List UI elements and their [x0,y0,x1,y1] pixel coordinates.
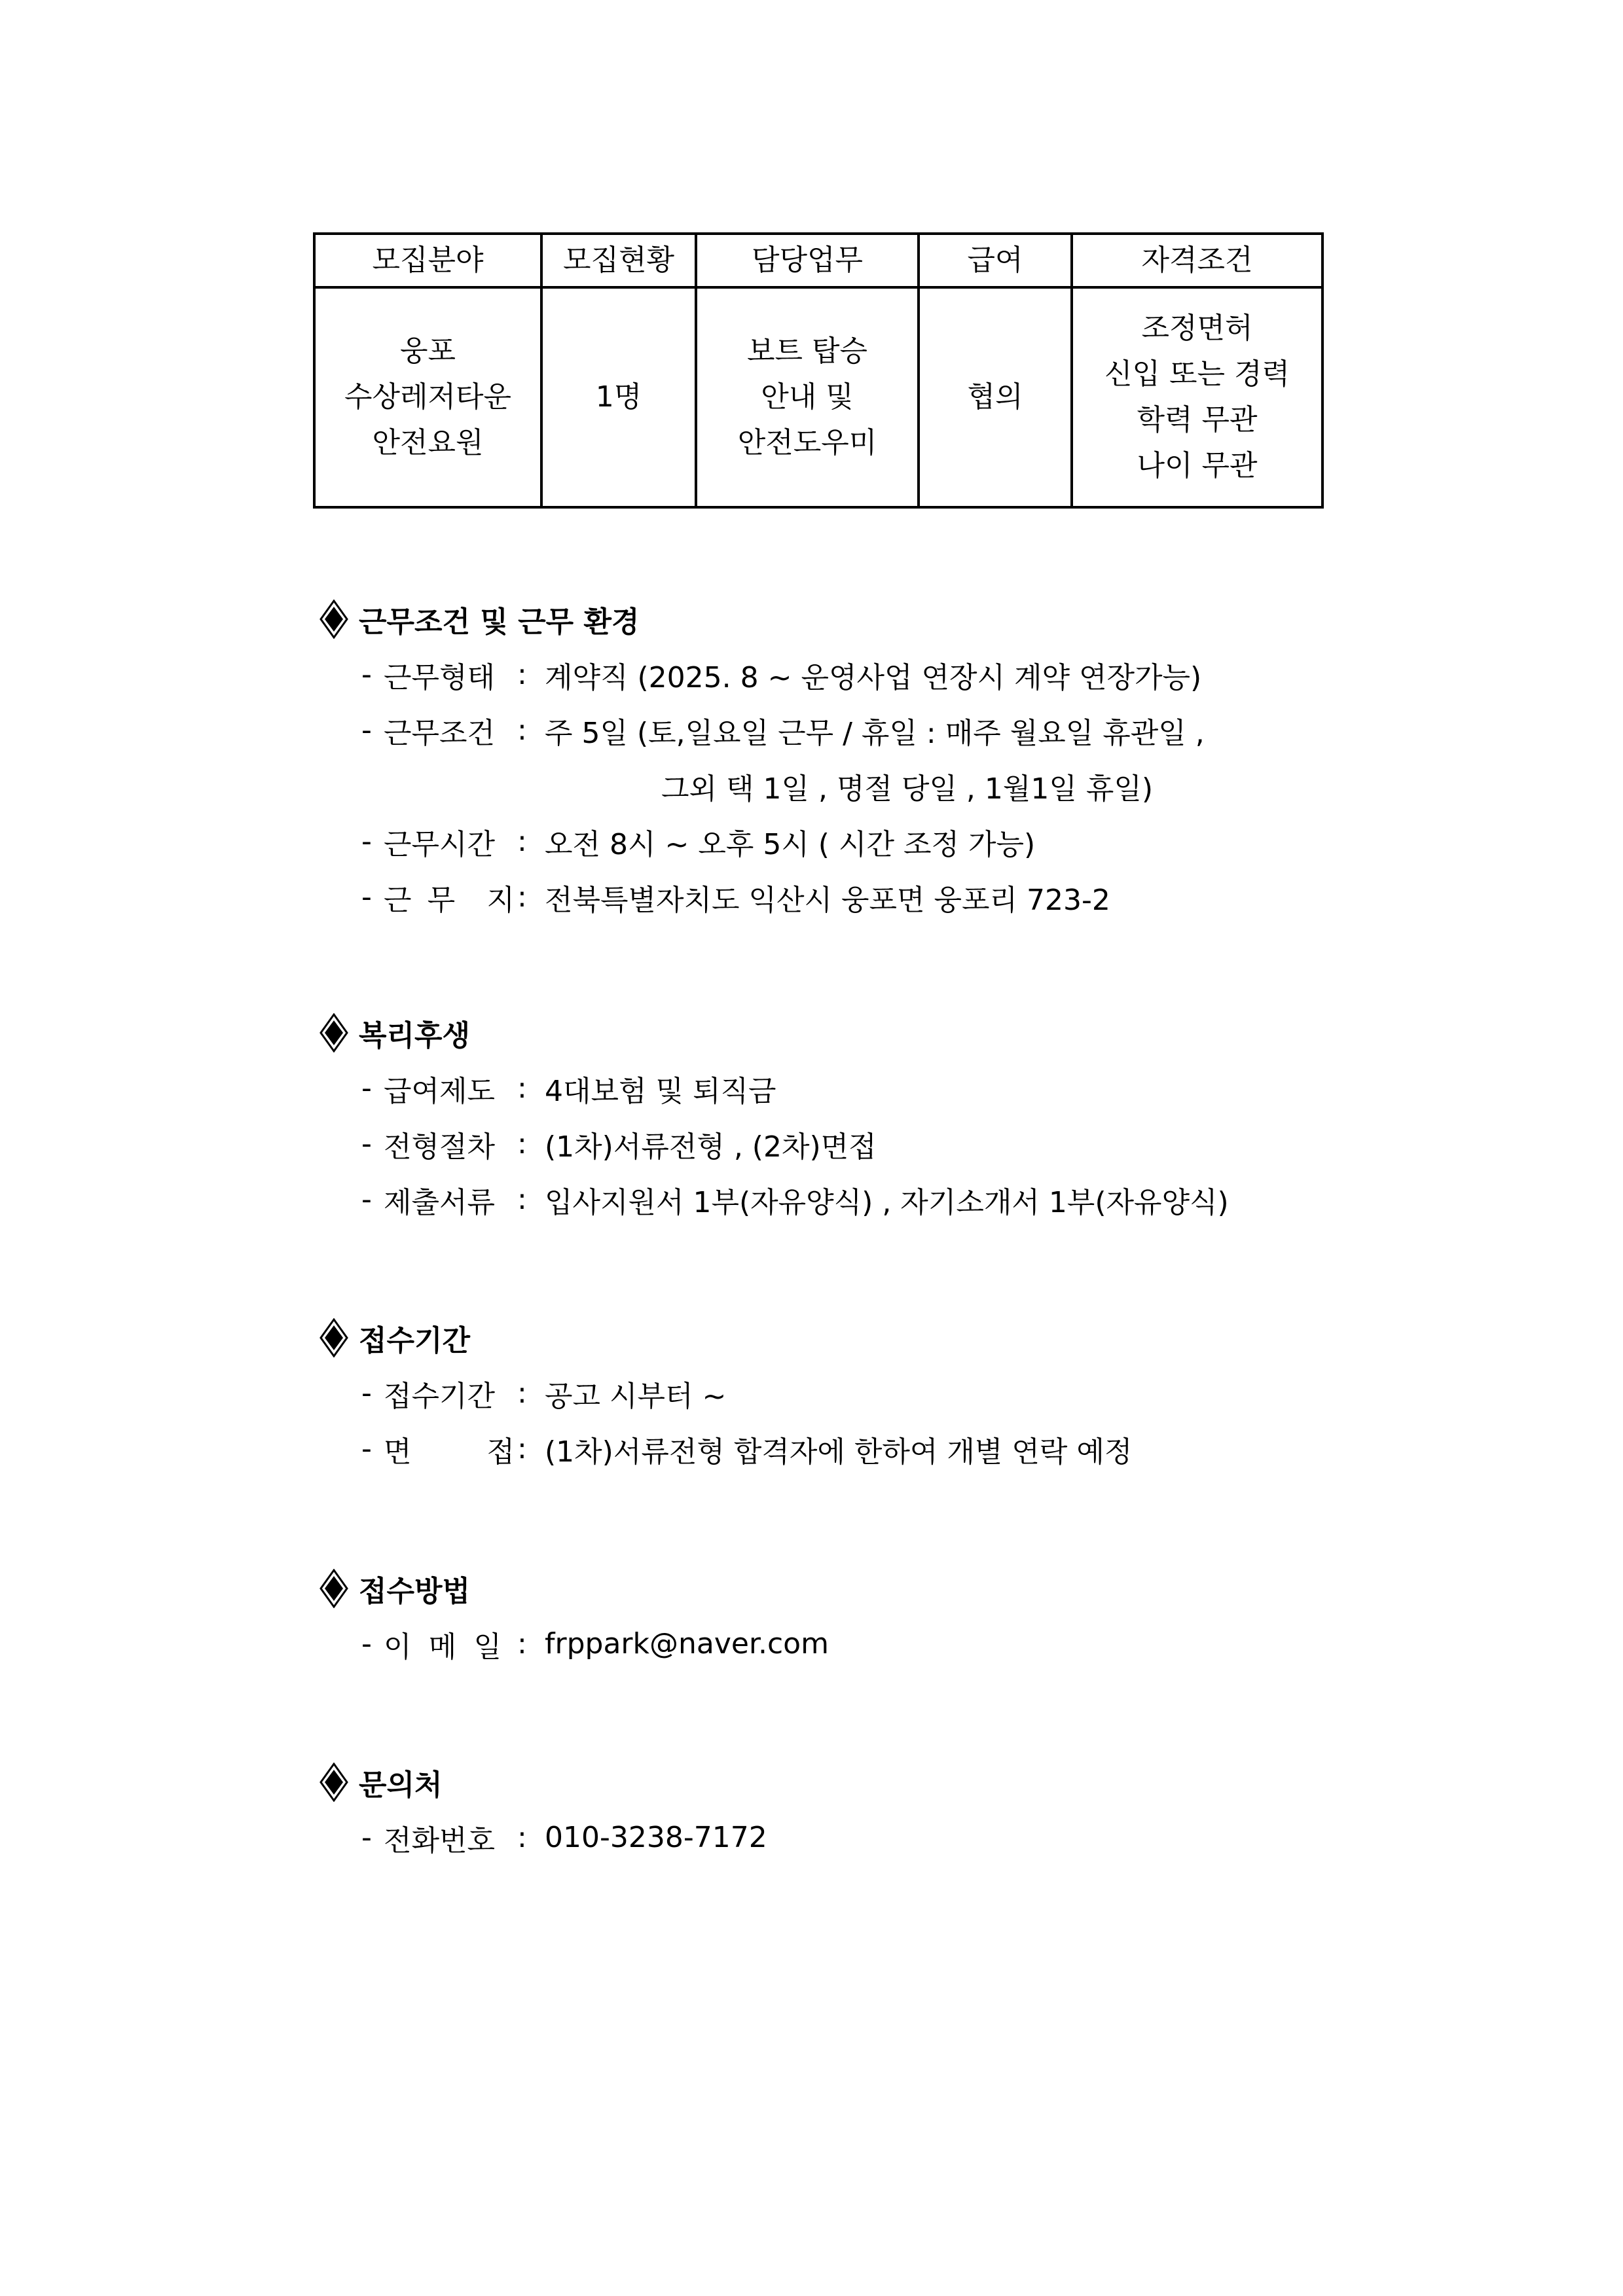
bullet-dash: - [361,880,372,914]
bullet-dash: - [361,1071,372,1105]
label-char: 근 [384,883,412,917]
label-char: 면 [384,1435,412,1469]
cell-duties [696,287,919,507]
cell-line: 안전요원 [372,426,484,459]
cell-line: 신입 또는 경력 [1104,357,1290,391]
table-header-row [314,234,1322,287]
cell-line: 수상레저타운 [344,380,512,414]
label-char: 메 [428,1630,457,1664]
item-value: 주 5일 (토,일요일 근무 / 휴일 : 매주 월요일 휴관일 , [545,716,1205,750]
item-colon: : [517,1183,527,1216]
section-application-period [319,1310,1432,1477]
section-heading [319,1310,1432,1365]
item-colon: : [517,1376,527,1410]
item-label: 전형절차 [384,1130,496,1164]
section-contact [319,1754,1432,1865]
item-value: 공고 시부터 ~ [545,1379,727,1413]
bullet-dash: - [361,825,372,858]
section-title: 접수기간 [359,1323,471,1357]
item-label [384,1428,515,1470]
cell-line: 안내 및 [761,380,854,414]
item-label: 급여제도 [384,1074,496,1108]
cell-qualifications [1072,287,1322,507]
list-item [319,1810,1432,1865]
cell-line: 조정면허 [1141,312,1253,345]
item-colon: : [517,658,527,691]
item-colon: : [517,1432,527,1465]
item-colon: : [517,713,527,747]
section-application-method [319,1560,1432,1672]
bullet-dash: - [361,1821,372,1854]
diamond-icon [319,1763,348,1802]
list-item [319,1060,1432,1116]
item-colon: : [517,1127,527,1160]
section-work-conditions [319,591,1432,925]
cell-field [314,287,541,507]
item-colon: : [517,880,527,914]
section-heading [319,1560,1432,1616]
item-value: 전북특별자치도 익산시 웅포면 웅포리 723-2 [545,883,1110,917]
item-label: 전화번호 [384,1823,496,1857]
section-title: 접수방법 [359,1574,471,1608]
diamond-icon [319,1569,348,1608]
item-label: 근무시간 [384,827,496,861]
bullet-dash: - [361,1627,372,1660]
item-value: (1차)서류전형 합격자에 한하여 개별 연락 예정 [545,1435,1133,1469]
cell-salary [919,287,1072,507]
phone-number: 010-3238-7172 [545,1821,767,1854]
item-colon: : [517,1627,527,1660]
cell-line: 보트 탑승 [746,334,867,368]
label-char: 접 [486,1435,515,1469]
item-value: 오전 8시 ~ 오후 5시 ( 시간 조정 가능) [545,827,1036,861]
item-colon: : [517,1821,527,1854]
cell-line: 나이 무관 [1137,449,1258,482]
cell-headcount [541,287,696,507]
bullet-dash: - [361,713,372,747]
diamond-icon [319,1013,348,1052]
email-link[interactable]: frppark@naver.com [545,1627,829,1660]
header-duties: 담당업무 [696,234,919,287]
bullet-dash: - [361,1183,372,1216]
list-item [319,1172,1432,1227]
section-benefits [319,1005,1432,1227]
header-salary: 급여 [919,234,1072,287]
label-char: 일 [473,1630,501,1664]
item-value: 4대보험 및 퇴직금 [545,1074,776,1108]
item-label [384,1623,501,1665]
header-headcount: 모집현황 [541,234,696,287]
item-label: 접수기간 [384,1379,496,1413]
label-char: 무 [427,883,456,917]
section-heading [319,591,1432,647]
cell-line: 1명 [595,380,642,414]
list-item [319,702,1432,758]
section-title: 근무조건 및 근무 환경 [359,605,640,639]
item-label: 제출서류 [384,1185,496,1219]
diamond-icon [319,1318,348,1357]
list-item [319,1616,1432,1672]
list-item [319,869,1432,925]
list-item-continuation [319,758,1432,814]
label-char: 이 [384,1630,412,1664]
bullet-dash: - [361,1376,372,1410]
item-value: 입사지원서 1부(자유양식) , 자기소개서 1부(자유양식) [545,1185,1229,1219]
list-item [319,1365,1432,1421]
section-heading [319,1754,1432,1810]
label-char: 지 [486,883,515,917]
item-value: (1차)서류전형 , (2차)면접 [545,1130,877,1164]
bullet-dash: - [361,1432,372,1465]
list-item [319,814,1432,869]
list-item [319,1116,1432,1172]
diamond-icon [319,600,348,639]
cell-line: 학력 무관 [1137,403,1258,437]
table-row [314,287,1322,507]
section-title: 복리후생 [359,1018,471,1052]
bullet-dash: - [361,658,372,691]
bullet-dash: - [361,1127,372,1160]
list-item [319,647,1432,702]
item-label: 근무조건 [384,716,496,750]
item-colon: : [517,1071,527,1105]
item-value: 그외 택 1일 , 명절 당일 , 1월1일 휴일) [661,772,1154,806]
recruitment-table [313,232,1324,509]
cell-line: 안전도우미 [737,426,877,459]
header-qualifications: 자격조건 [1072,234,1322,287]
list-item [319,1421,1432,1477]
section-heading [319,1005,1432,1060]
item-value: 계약직 (2025. 8 ~ 운영사업 연장시 계약 연장가능) [545,660,1202,694]
item-colon: : [517,825,527,858]
cell-line: 협의 [967,380,1023,414]
cell-line: 웅포 [399,334,456,368]
item-label [384,876,515,918]
section-title: 문의처 [359,1768,443,1802]
item-label: 근무형태 [384,660,496,694]
header-field: 모집분야 [314,234,541,287]
